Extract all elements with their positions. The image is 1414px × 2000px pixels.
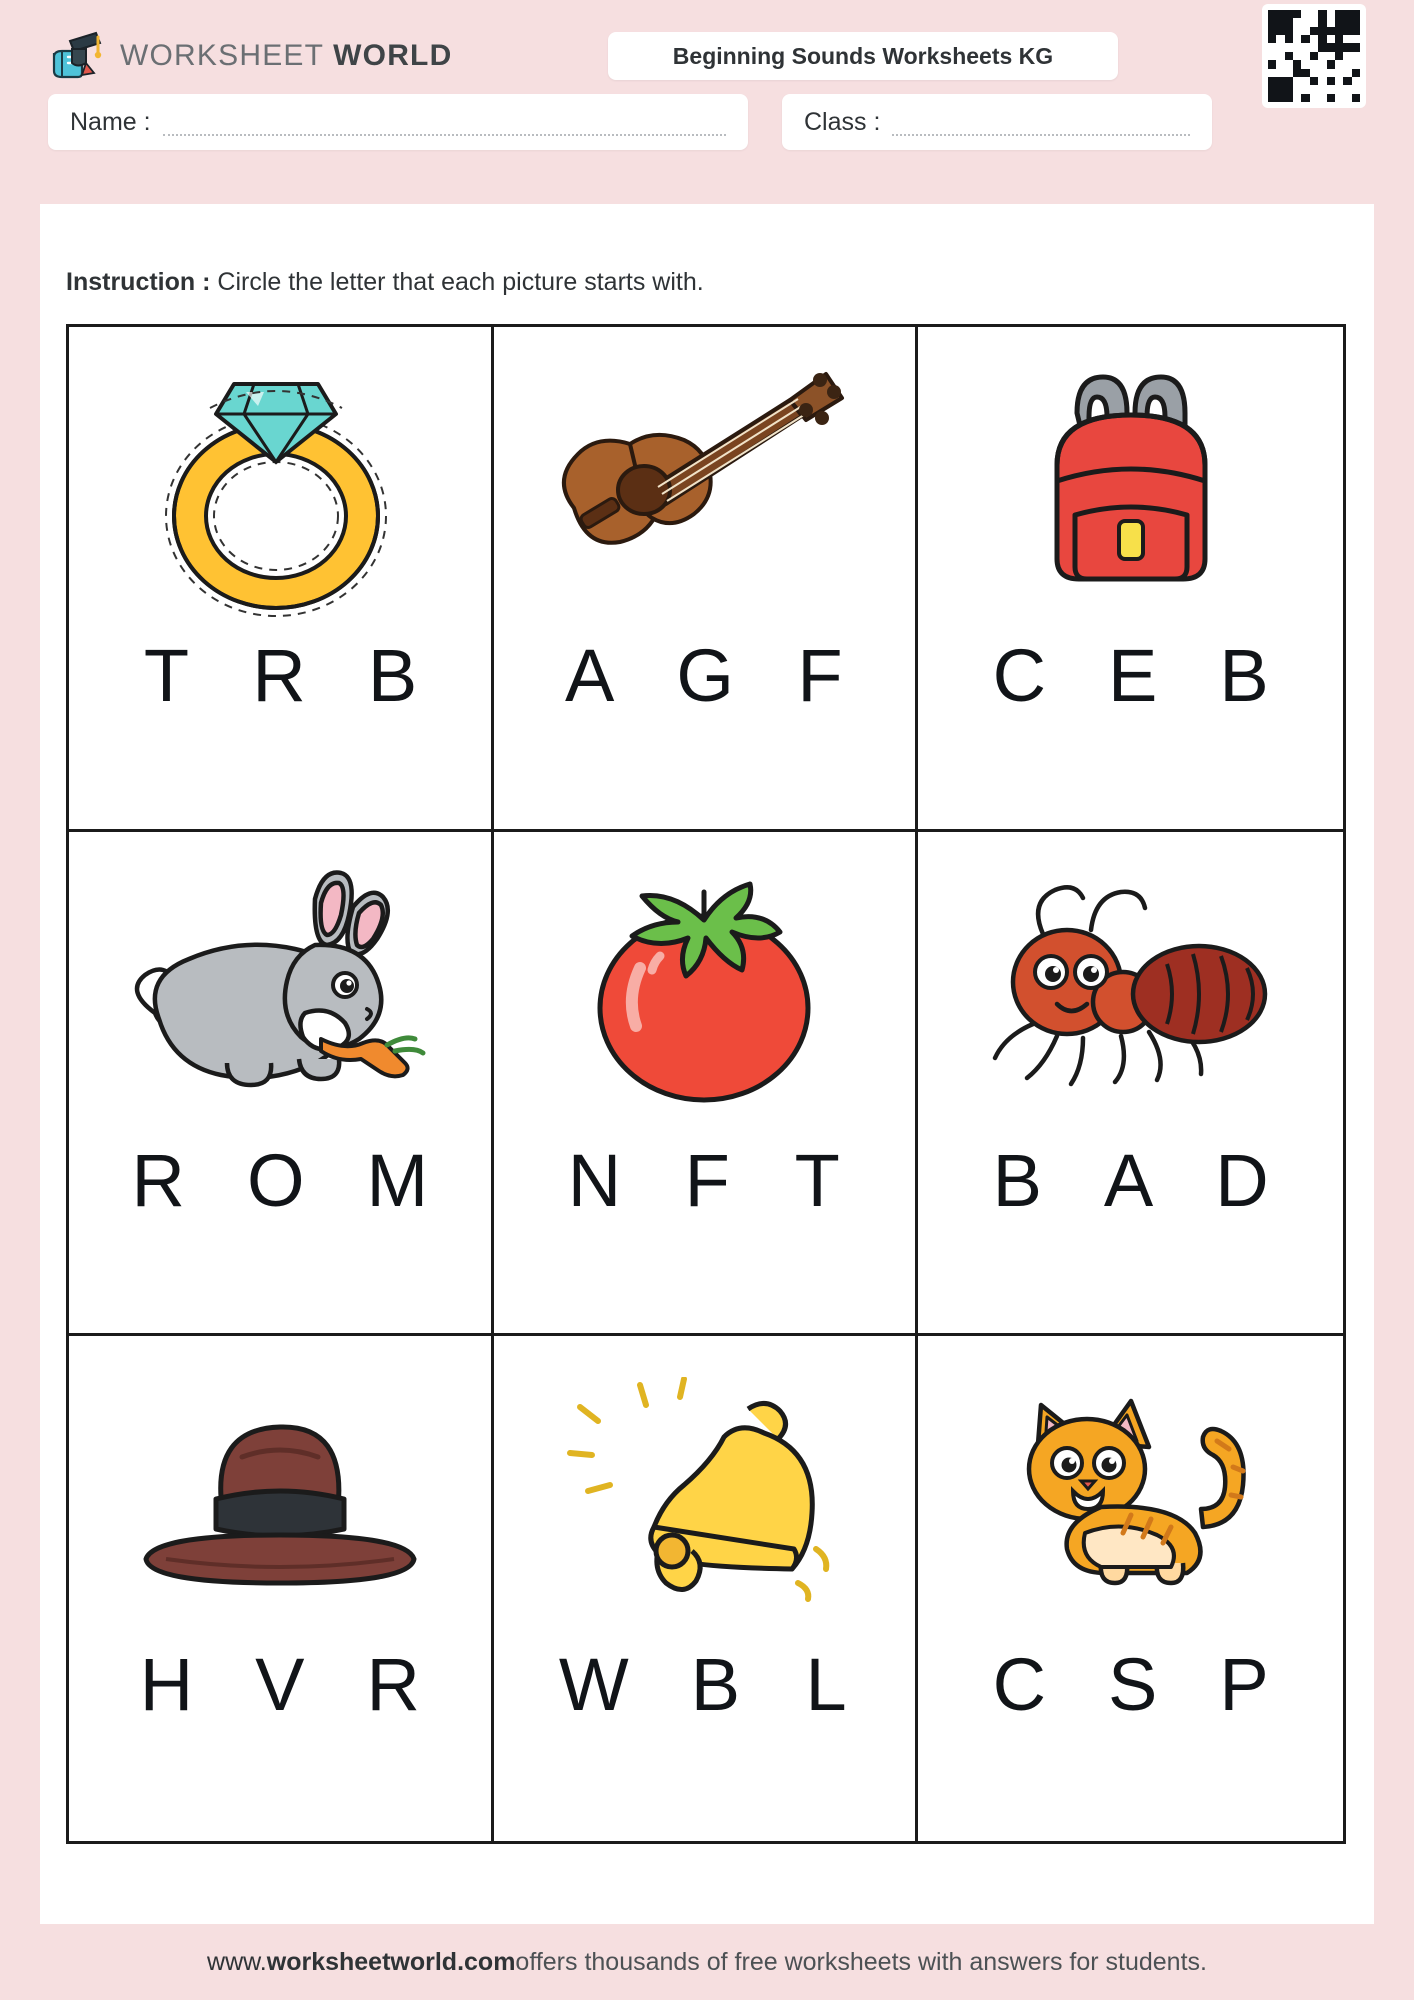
letter-option[interactable]: L	[805, 1643, 847, 1727]
instruction-label: Instruction :	[66, 268, 211, 296]
letter-options	[494, 1643, 916, 1727]
letter-option[interactable]: F	[797, 634, 843, 717]
instruction-text: Circle the letter that each picture starts with.	[217, 268, 704, 296]
header-fields	[48, 78, 1366, 150]
name-label: Name :	[70, 107, 151, 136]
letter-option[interactable]: G	[676, 634, 734, 717]
rabbit-icon	[69, 838, 491, 1138]
letter-options	[69, 1138, 491, 1222]
letter-option[interactable]: C	[992, 1643, 1047, 1727]
class-input[interactable]	[892, 108, 1190, 136]
question-cell	[494, 832, 919, 1337]
questions-grid	[66, 324, 1346, 1844]
class-label: Class :	[804, 107, 881, 136]
hat-icon	[69, 1342, 491, 1642]
letter-option[interactable]: A	[1103, 1138, 1154, 1222]
letter-options	[494, 634, 916, 717]
question-cell	[918, 832, 1343, 1337]
brand	[48, 27, 608, 85]
torn-paper-edge	[40, 204, 1374, 220]
letter-option[interactable]: B	[367, 634, 418, 717]
qr-code[interactable]	[1262, 4, 1366, 108]
worksheet-title: Beginning Sounds Worksheets KG	[608, 32, 1118, 80]
letter-option[interactable]: O	[246, 1138, 305, 1222]
header-top-row	[48, 0, 1366, 78]
letter-option[interactable]: F	[684, 1138, 730, 1222]
backpack-icon	[918, 333, 1343, 633]
class-field[interactable]	[782, 94, 1212, 150]
ring-icon	[69, 333, 491, 633]
question-cell	[69, 1336, 494, 1841]
letter-option[interactable]: T	[143, 634, 190, 717]
letter-options	[918, 1643, 1343, 1727]
footer-url-domain: worksheetworld.com	[266, 1947, 516, 1976]
question-cell	[69, 832, 494, 1337]
letter-options	[918, 1138, 1343, 1222]
ant-icon	[918, 838, 1343, 1138]
name-input[interactable]	[163, 108, 726, 136]
brand-title	[120, 39, 452, 73]
letter-option[interactable]: V	[255, 1643, 305, 1727]
letter-option[interactable]: S	[1108, 1643, 1158, 1727]
bell-icon	[494, 1342, 916, 1642]
question-cell	[918, 1336, 1343, 1841]
letter-option[interactable]: B	[992, 1138, 1042, 1222]
letter-option[interactable]: M	[366, 1138, 429, 1222]
brand-title-light: WORKSHEET	[120, 39, 334, 72]
letter-option[interactable]: R	[252, 634, 306, 717]
footer-text: offers thousands of free worksheets with answers for students.	[515, 1947, 1207, 1976]
graduation-cap-book-icon	[48, 27, 106, 85]
instruction-line	[40, 212, 1374, 297]
letter-options	[69, 634, 491, 717]
letter-options	[69, 1643, 491, 1727]
brand-title-bold: WORLD	[333, 39, 453, 72]
letter-option[interactable]: R	[131, 1138, 185, 1222]
question-cell	[494, 327, 919, 832]
guitar-icon	[494, 333, 916, 633]
letter-option[interactable]: H	[139, 1643, 194, 1727]
cat-icon	[918, 1342, 1343, 1642]
footer-url-prefix: www.	[207, 1947, 267, 1976]
footer-url[interactable]	[207, 1948, 515, 1977]
letter-option[interactable]: W	[558, 1643, 629, 1727]
page-header	[0, 0, 1414, 212]
letter-option[interactable]: C	[992, 634, 1047, 717]
letter-option[interactable]: P	[1219, 1643, 1269, 1727]
letter-options	[918, 634, 1343, 717]
letter-option[interactable]: E	[1108, 634, 1158, 717]
letter-option[interactable]: D	[1215, 1138, 1269, 1222]
worksheet-sheet	[40, 212, 1374, 1924]
tomato-icon	[494, 838, 916, 1138]
letter-options	[494, 1138, 916, 1222]
letter-option[interactable]: A	[565, 634, 615, 717]
letter-option[interactable]: B	[690, 1643, 741, 1727]
page-footer	[0, 1924, 1414, 2000]
question-cell	[69, 327, 494, 832]
letter-option[interactable]: T	[794, 1138, 840, 1222]
letter-option[interactable]: B	[1219, 634, 1269, 717]
letter-option[interactable]: R	[366, 1643, 420, 1727]
question-cell	[494, 1336, 919, 1841]
letter-option[interactable]: N	[567, 1138, 622, 1222]
name-field[interactable]	[48, 94, 748, 150]
question-cell	[918, 327, 1343, 832]
